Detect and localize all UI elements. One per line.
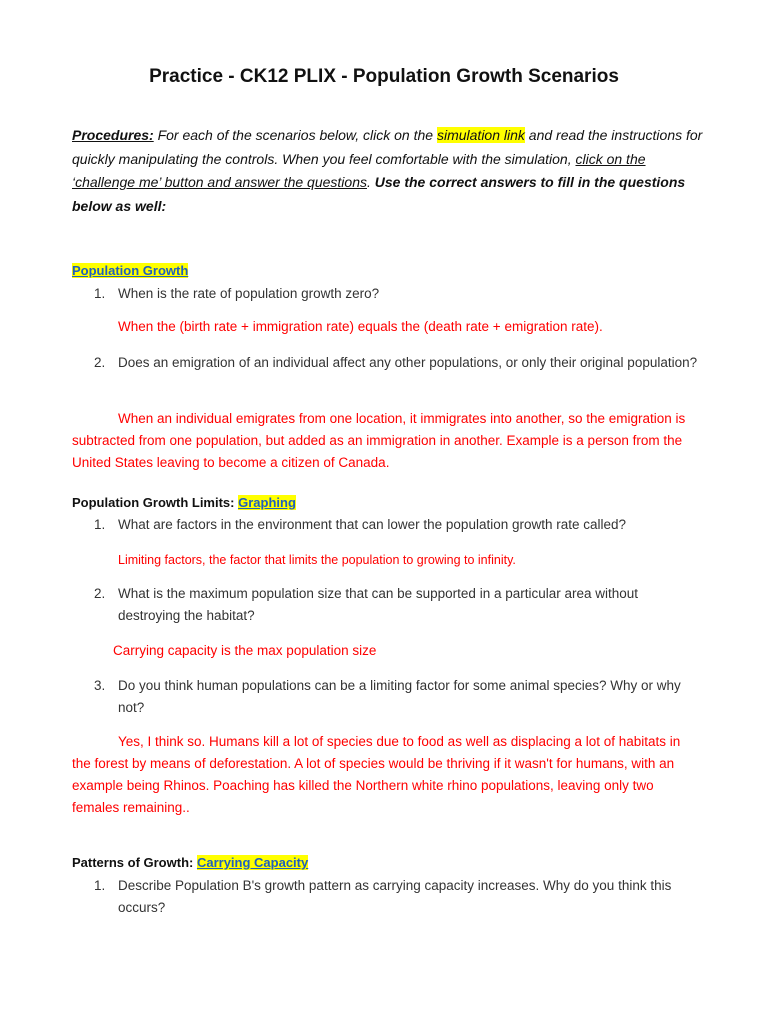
procedures-text-3: . xyxy=(366,174,375,190)
question-pat-1 xyxy=(94,875,704,919)
procedures-text-1: For each of the scenarios below, click on the xyxy=(153,127,437,143)
challenge-instruction: click on the ‘challenge me’ button and answer the questions xyxy=(72,150,646,190)
question-pg-1 xyxy=(94,283,704,305)
simulation-link-text: simulation link xyxy=(436,127,525,143)
carrying-capacity-link[interactable]: Carrying Capacity xyxy=(196,855,309,870)
question-number: 1. xyxy=(94,878,106,893)
growth-limits-label: Population Growth Limits: xyxy=(72,495,239,510)
section-patterns-heading xyxy=(72,855,308,870)
procedures-paragraph xyxy=(72,124,712,218)
procedures-label: Procedures: xyxy=(72,127,154,143)
question-text: What is the maximum population size that can be supported in a particular area without destroying the habitat? xyxy=(118,586,639,623)
question-gl-2 xyxy=(94,583,704,627)
answer-gl-3: Yes, I think so. Humans kill a lot of species due to food as well as displacing a lot of habitats in the forest by means of deforestation. A lot of species would be thriving if it wasn't for humans, with an example being Rhinos. Poaching has killed the Northern white rhino populations, leaving only two females remaining.. xyxy=(72,734,681,815)
question-number: 3. xyxy=(94,678,106,693)
question-text: Does an emigration of an individual affect any other populations, or only their original population? xyxy=(118,355,698,370)
procedures-text-2: and read the instructions for quickly manipulating the controls. When you feel comfortable with the simulation, xyxy=(72,127,703,167)
question-number: 1. xyxy=(94,286,106,301)
question-text: When is the rate of population growth zero? xyxy=(118,286,380,301)
question-number: 2. xyxy=(94,586,106,601)
answer-gl-1: Limiting factors, the factor that limits the population to growing to infinity. xyxy=(118,553,516,567)
question-number: 1. xyxy=(94,517,106,532)
question-gl-1 xyxy=(94,514,704,536)
section-population-growth-heading xyxy=(72,263,188,278)
graphing-link[interactable]: Graphing xyxy=(238,495,296,510)
answer-gl-2: Carrying capacity is the max population size xyxy=(113,643,377,658)
question-text: What are factors in the environment that can lower the population growth rate called? xyxy=(118,517,627,532)
question-gl-3 xyxy=(94,675,704,719)
document-title: Practice - CK12 PLIX - Population Growth Scenarios xyxy=(149,66,619,87)
answer-pg-2: When an individual emigrates from one location, it immigrates into another, so the emigration is subtracted from one population, but added as an immigration in another. Example is a person from the United States leaving to become a citizen of Canada. xyxy=(72,411,686,470)
procedures-bold-instruction: Use the correct answers to fill in the questions below as well: xyxy=(72,174,686,214)
patterns-label: Patterns of Growth: xyxy=(72,855,197,870)
question-number: 2. xyxy=(94,355,106,370)
population-growth-link[interactable]: Population Growth xyxy=(72,263,189,278)
answer-pg-1: When the (birth rate + immigration rate) equals the (death rate + emigration rate). xyxy=(118,319,603,334)
question-pg-2 xyxy=(94,352,704,374)
question-text: Do you think human populations can be a limiting factor for some animal species? Why or why not? xyxy=(118,678,681,715)
question-text: Describe Population B's growth pattern as carrying capacity increases. Why do you think this occurs? xyxy=(118,878,672,915)
section-growth-limits-heading xyxy=(72,495,296,510)
